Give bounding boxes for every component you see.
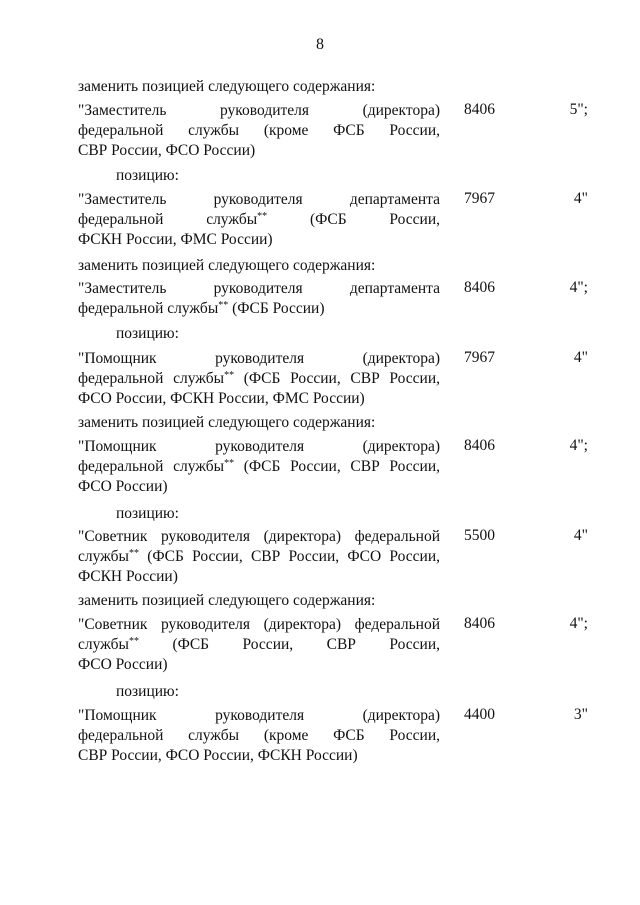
position-code: 7967: [464, 190, 495, 207]
position-entry: [78, 190, 588, 250]
position-description: [78, 190, 440, 250]
description-line: "Помощник руководителя (директора): [78, 350, 440, 367]
section-intro: заменить позицией следующего содержания:: [78, 592, 376, 609]
position-grade: 3": [573, 706, 588, 723]
footnote-marker: **: [224, 370, 235, 381]
position-entry: [78, 615, 588, 675]
position-code: 8406: [464, 615, 495, 632]
position-grade: 4": [573, 349, 588, 366]
description-line: службы** (ФСБ России, СВР России,: [78, 636, 440, 653]
position-entry: [78, 279, 588, 319]
description-line: федеральной службы** (ФСБ России, СВР России,: [78, 458, 440, 475]
description-line: ФСО России, ФСКН России, ФМС России): [78, 390, 365, 407]
position-description: [78, 615, 440, 675]
footnote-marker: **: [128, 636, 139, 647]
position-code: 8406: [464, 101, 495, 118]
position-code: 5500: [464, 527, 495, 544]
description-line: федеральной службы** (ФСБ России,: [78, 211, 440, 228]
position-code: 8406: [464, 437, 495, 454]
section-intro: позицию:: [116, 505, 179, 522]
section-intro: заменить позицией следующего содержания:: [78, 78, 376, 95]
position-entry: [78, 101, 588, 161]
position-code: 8406: [464, 279, 495, 296]
position-entry: [78, 437, 588, 497]
position-grade: 4";: [569, 437, 588, 454]
position-description: [78, 437, 440, 497]
description-line: федеральной службы** (ФСБ России, СВР России,: [78, 370, 440, 387]
description-line: "Советник руководителя (директора) федеральной: [78, 528, 440, 545]
footnote-marker: **: [128, 548, 139, 559]
description-line: федеральной службы** (ФСБ России): [78, 300, 325, 317]
footnote-marker: **: [257, 211, 268, 222]
description-line: "Помощник руководителя (директора): [78, 438, 440, 455]
position-code: 7967: [464, 349, 495, 366]
position-grade: 4";: [569, 615, 588, 632]
section-intro: позицию:: [116, 167, 179, 184]
position-grade: 4": [573, 527, 588, 544]
description-line: ФСКН России): [78, 568, 178, 585]
description-line: СВР России, ФСО России): [78, 142, 256, 159]
position-entry: [78, 706, 588, 766]
section-intro: заменить позицией следующего содержания:: [78, 257, 376, 274]
description-line: "Заместитель руководителя департамента: [78, 280, 440, 297]
page-number: 8: [316, 36, 324, 53]
position-description: [78, 101, 440, 161]
position-code: 4400: [464, 706, 495, 723]
footnote-marker: **: [218, 300, 229, 311]
position-description: [78, 706, 440, 766]
position-description: [78, 527, 440, 587]
description-line: службы** (ФСБ России, СВР России, ФСО России,: [78, 548, 440, 565]
position-grade: 4";: [569, 279, 588, 296]
section-intro: позицию:: [116, 325, 179, 342]
description-line: федеральной службы (кроме ФСБ России,: [78, 727, 440, 744]
footnote-marker: **: [224, 458, 235, 469]
description-line: ФСО России): [78, 656, 168, 673]
description-line: СВР России, ФСО России, ФСКН России): [78, 747, 358, 764]
description-line: "Помощник руководителя (директора): [78, 707, 440, 724]
position-description: [78, 349, 440, 409]
section-intro: позицию:: [116, 683, 179, 700]
section-intro: заменить позицией следующего содержания:: [78, 414, 376, 431]
position-description: [78, 279, 440, 319]
position-entry: [78, 527, 588, 587]
description-line: "Советник руководителя (директора) федеральной: [78, 616, 440, 633]
position-entry: [78, 349, 588, 409]
description-line: "Заместитель руководителя департамента: [78, 191, 440, 208]
position-grade: 5";: [569, 101, 588, 118]
description-line: федеральной службы (кроме ФСБ России,: [78, 122, 440, 139]
description-line: "Заместитель руководителя (директора): [78, 102, 440, 119]
description-line: ФСО России): [78, 478, 168, 495]
position-grade: 4": [573, 190, 588, 207]
description-line: ФСКН России, ФМС России): [78, 231, 273, 248]
